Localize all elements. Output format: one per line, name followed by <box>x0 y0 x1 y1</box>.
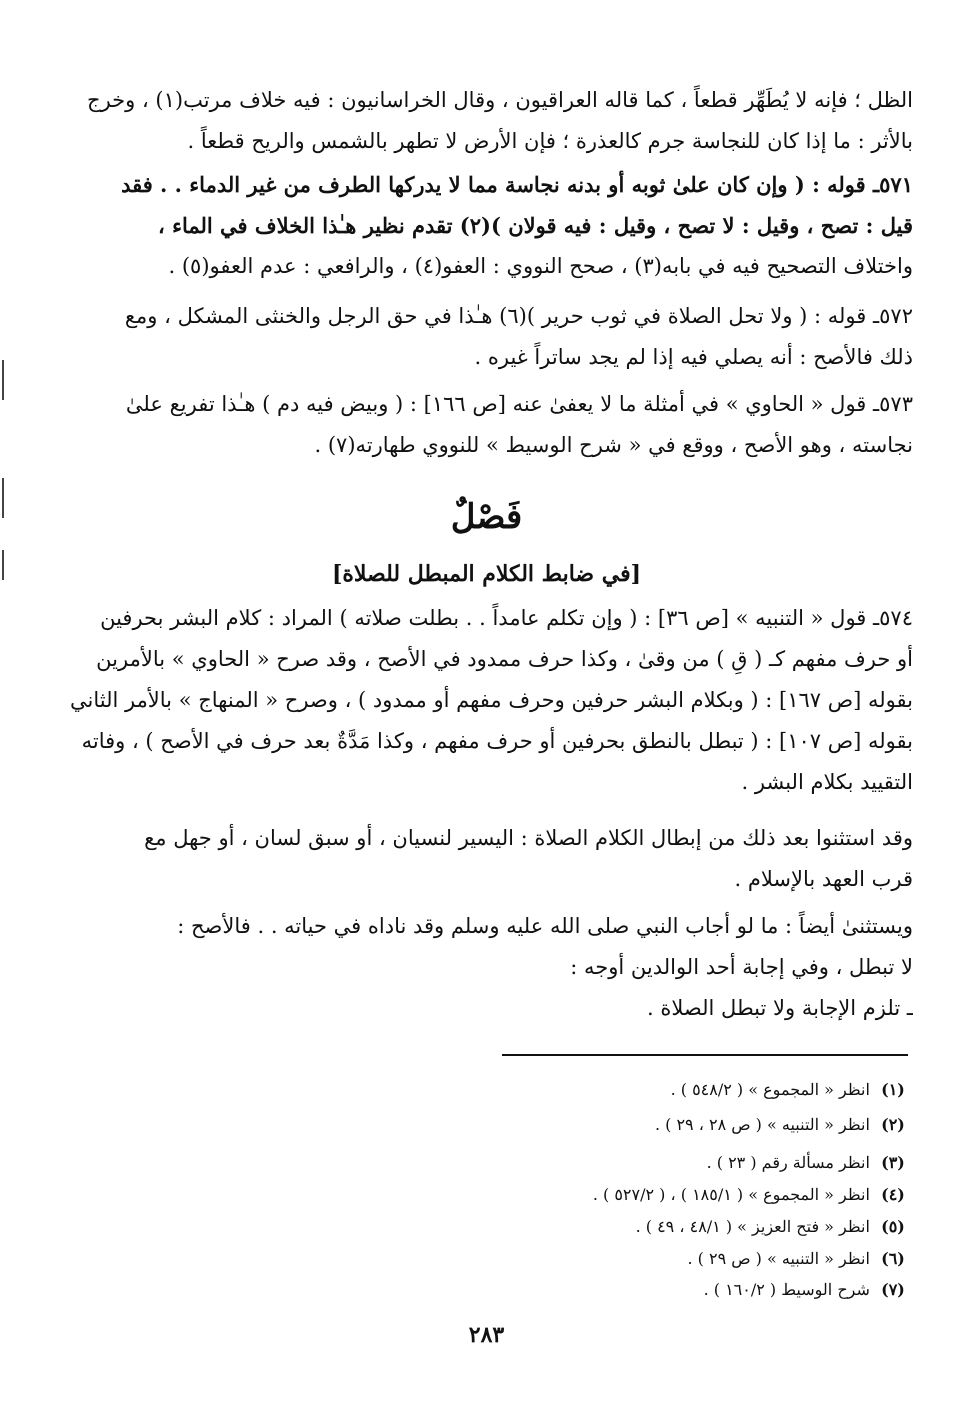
text-line: ٥٧٣ـ قول « الحاوي » في أمثلة ما لا يعفىٰ عنه [ص ١٦٦] : ( وبيض فيه دم ) هـٰذا تفريع علىٰ <box>125 392 913 416</box>
text-line: ٥٧٤ـ قول « التنبيه » [ص ٣٦] : ( وإن تكلم عامداً . . بطلت صلاته ) المراد : كلام البشر بحرفين <box>100 606 913 630</box>
footnote-number: (٣) <box>881 1153 905 1172</box>
footnote-6 <box>491 1244 911 1274</box>
text-line: نجاسته ، وهو الأصح ، ووقع في « شرح الوسيط » للنووي طهارته(٧) . <box>314 433 913 457</box>
footnote-number: (٦) <box>881 1249 905 1268</box>
section-title: [في ضابط الكلام المبطل للصلاة] <box>331 561 641 587</box>
footnote-5 <box>491 1212 911 1242</box>
footnote-text: انظر « فتح العزيز » ( ٤٨/١ ، ٤٩ ) . <box>635 1217 870 1236</box>
text-line: ٥٧٢ـ قوله : ( ولا تحل الصلاة في ثوب حرير )(٦) هـٰذا في حق الرجل والخنثى المشكل ، ومع <box>124 304 913 328</box>
paragraph-intro <box>70 80 913 162</box>
text-line: بقوله [ص ١٦٧] : ( وبكلام البشر حرفين وحرف مفهم أو ممدود ) ، وصرح « المنهاج » بالأمر الثاني <box>70 688 913 712</box>
footnote-3 <box>491 1148 911 1178</box>
text-line: الظل ؛ فإنه لا يُطَهِّر قطعاً ، كما قاله العراقيون ، وقال الخراسانيون : فيه خلاف مرتب(١) ، وخرج <box>87 88 913 112</box>
text-line: التقييد بكلام البشر . <box>741 770 913 794</box>
scan-edge-mark <box>2 360 4 400</box>
footnote-text: انظر « المجموع » ( ٥٤٨/٢ ) . <box>670 1080 870 1099</box>
footnote-text: انظر « المجموع » ( ١٨٥/١ ) ، ( ٥٢٧/٢ ) . <box>592 1185 870 1204</box>
paragraph-571 <box>70 164 913 287</box>
text-line: أو حرف مفهم كـ ( قِ ) من وقىٰ ، وكذا حرف ممدود في الأصح ، وقد صرح « الحاوي » بالأمرين <box>96 647 913 671</box>
footnote-number: (٢) <box>881 1115 905 1134</box>
paragraph-further-exceptions <box>70 906 913 1029</box>
text-line: ٥٧١ـ قوله : ( وإن كان علىٰ ثوبه أو بدنه نجاسة مما لا يدركها الطرف من غير الدماء . . فقد <box>121 172 913 197</box>
footnote-number: (٤) <box>881 1185 905 1204</box>
footnote-number: (٧) <box>881 1280 905 1299</box>
section-ornament-heading: فَصْلٌ <box>450 497 523 537</box>
page-number: ٢٨٣ <box>468 1322 505 1348</box>
text-line: ذلك فالأصح : أنه يصلي فيه إذا لم يجد ساتراً غيره . <box>474 345 913 369</box>
paragraph-572 <box>70 296 913 378</box>
footnote-text: شرح الوسيط ( ١٦٠/٢ ) . <box>703 1280 870 1299</box>
footnote-2 <box>491 1110 911 1140</box>
footnote-text: انظر مسألة رقم ( ٢٣ ) . <box>706 1153 870 1172</box>
paragraph-574 <box>70 598 913 803</box>
text-line: ويستثنىٰ أيضاً : ما لو أجاب النبي صلى الله عليه وسلم وقد ناداه في حياته . . فالأصح : <box>177 914 913 938</box>
text-line: واختلاف التصحيح فيه في بابه(٣) ، صحح النووي : العفو(٤) ، والرافعي : عدم العفو(٥) . <box>168 254 913 278</box>
text-line: قيل : تصح ، وقيل : لا تصح ، وقيل : فيه قولان )(٢) تقدم نظير هـٰذا الخلاف في الماء ، <box>158 213 913 238</box>
footnote-number: (٥) <box>881 1217 905 1236</box>
footnote-text: انظر « التنبيه » ( ص ٢٨ ، ٢٩ ) . <box>654 1115 870 1134</box>
text-line: لا تبطل ، وفي إجابة أحد الوالدين أوجه : <box>570 955 913 979</box>
paragraph-573 <box>70 384 913 466</box>
text-line: ـ تلزم الإجابة ولا تبطل الصلاة . <box>647 996 913 1020</box>
text-line: قرب العهد بالإسلام . <box>734 867 913 891</box>
footnote-1 <box>491 1075 911 1105</box>
footnote-4 <box>491 1180 911 1210</box>
paragraph-exceptions <box>70 818 913 900</box>
footnote-text: انظر « التنبيه » ( ص ٢٩ ) . <box>687 1249 870 1268</box>
footnote-number: (١) <box>881 1080 905 1099</box>
footnote-separator <box>502 1054 908 1056</box>
text-line: بقوله [ص ١٠٧] : ( تبطل بالنطق بحرفين أو حرف مفهم ، وكذا مَدَّةٌ بعد حرف في الأصح ) ، وفاته <box>81 729 913 753</box>
text-line: وقد استثنوا بعد ذلك من إبطال الكلام الصلاة : اليسير لنسيان ، أو سبق لسان ، أو جهل مع <box>144 826 913 850</box>
footnote-7 <box>491 1275 911 1305</box>
text-line: بالأثر : ما إذا كان للنجاسة جرم كالعذرة ؛ فإن الأرض لا تطهر بالشمس والريح قطعاً . <box>187 129 913 153</box>
